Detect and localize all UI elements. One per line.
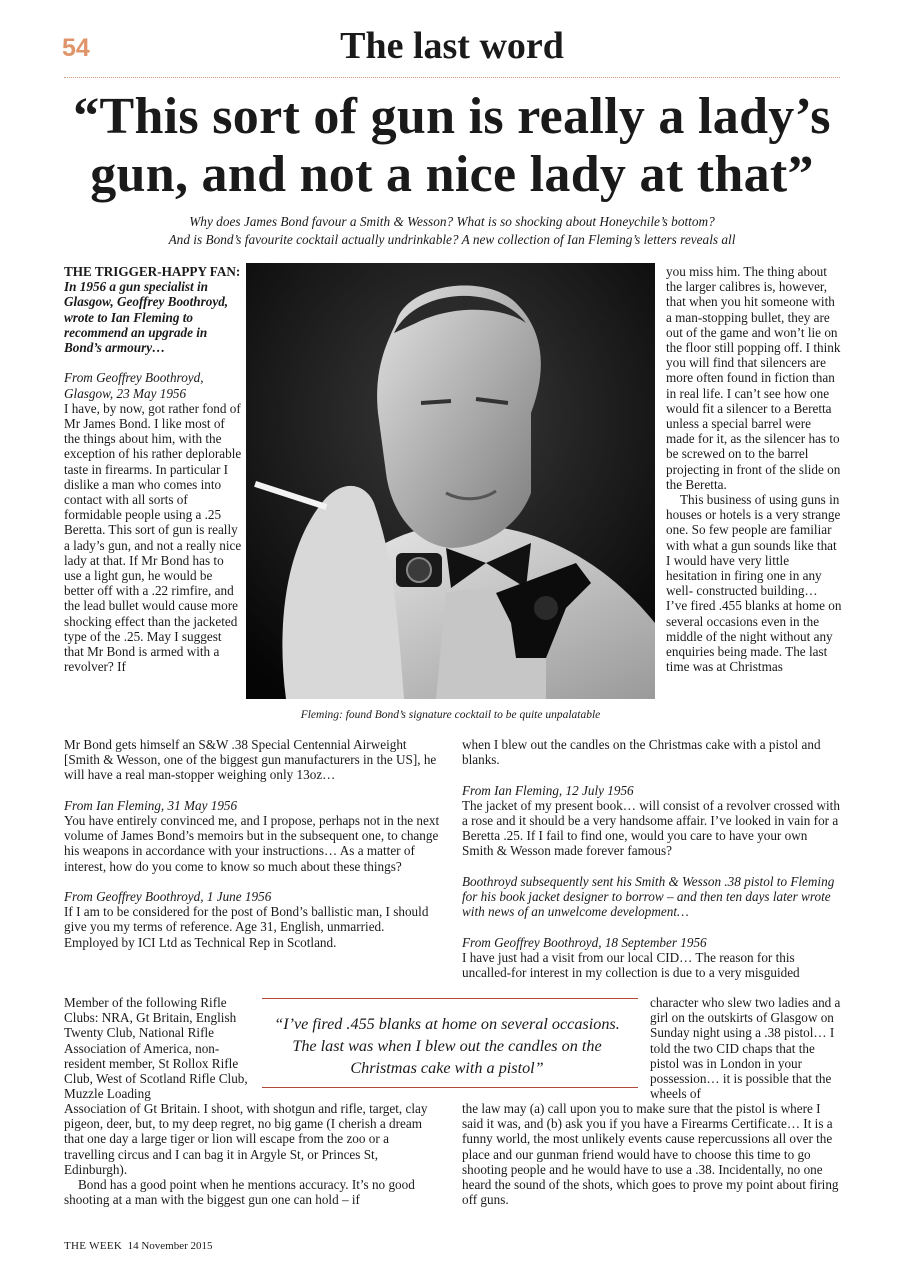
left-column-top bbox=[64, 264, 242, 674]
letter-1-continued: Mr Bond gets himself an S&W .38 Special Centennial Airweight [Smith & Wesson, one of the biggest gun manufacturers in the US], he will have a real man-stopper weighing only 13oz… bbox=[64, 737, 437, 783]
bridge-note: Boothroyd subsequently sent his Smith & Wesson .38 pistol to Fleming for his book jacket designer to borrow – and then ten days later wrote with news of an unwelcome development… bbox=[462, 873, 835, 920]
right-column-bottom bbox=[462, 1101, 842, 1207]
letter-3-byline: From Geoffrey Boothroyd, 1 June 1956 bbox=[64, 889, 272, 904]
letter-4-byline: From Ian Fleming, 12 July 1956 bbox=[462, 782, 634, 798]
pull-quote-rule-bottom bbox=[262, 1087, 638, 1088]
letter-3-clubs: Member of the following Rifle Clubs: NRA, Gt Britain, English Twenty Club, National Rifle Association of America, non-resident member, St Rollox Rifle Club, West of Scotland Rifle Club, Muzzle Loading bbox=[64, 995, 248, 1102]
pull-quote-rule-top bbox=[262, 998, 638, 999]
left-column-middle bbox=[64, 737, 440, 950]
letter-2-byline: From Ian Fleming, 31 May 1956 bbox=[64, 797, 238, 813]
right-column-top bbox=[666, 264, 842, 674]
left-column-beside-quote bbox=[64, 995, 260, 1101]
headline-line-1: “This sort of gun is really a lady’s bbox=[73, 88, 831, 145]
photo-caption: Fleming: found Bond’s signature cocktail to be quite unpalatable bbox=[300, 709, 601, 721]
headline bbox=[40, 88, 864, 204]
footer-date: 14 November 2015 bbox=[127, 1240, 213, 1252]
letter-1-text: I have, by now, got rather fond of Mr James Bond. I like most of the things about him, with the exception of his rather deplorable taste in firearms. In particular I dislike a man who comes into contact with all sorts of formidable people using a .25 Beretta. This sort of gun is really a lady’s gun, and not a really nice lady at that. If Mr Bond has to use a light gun, he would be better off with a .22 rimfire, and the lead bullet would cause more shocking effect than the jacketed type of the .25. May I suggest that Mr Bond is armed with a revolver? If bbox=[64, 400, 242, 675]
header-divider bbox=[64, 77, 840, 78]
fleming-photo bbox=[246, 263, 655, 699]
letter-3-ending: when I blew out the candles on the Christmas cake with a pistol and blanks. bbox=[462, 737, 821, 768]
footer bbox=[64, 1240, 213, 1252]
letter-4-text: The jacket of my present book… will consist of a revolver crossed with a rose and it should be a very handsome affair. I’ve looked in vain for a Beretta .25. If I fail to find one, would you care to have your own Smith & Wesson made forever famous? bbox=[462, 797, 840, 859]
letter-3-text: If I am to be considered for the post of Bond’s ballistic man, I should give you my terms of reference. Age 31, English, unmarried. Employed by ICI Ltd as Technical Rep in Scotland. bbox=[64, 904, 429, 950]
left-column-bottom bbox=[64, 1101, 440, 1207]
kicker bbox=[64, 264, 242, 355]
footer-brand: THE WEEK bbox=[64, 1240, 123, 1252]
letter-2-text: You have entirely convinced me, and I propose, perhaps not in the next volume of James Bond’s memoirs but in the subsequent one, to change his weapons in accordance with your instructions… As a matter of interest, how do you come to know so much about these things? bbox=[64, 813, 440, 874]
section-title: The last word bbox=[340, 25, 564, 67]
pull-quote: “I’ve fired .455 blanks at home on several occasions. The last was when I blew out the candles on the Christmas cake with a pistol” bbox=[274, 1015, 620, 1077]
letter-5-continued: character who slew two ladies and a girl on the outskirts of Glasgow on Sunday night using a .38 pistol… I told the two CID chaps that the pistol was in London in your possession… it is possible that the wheels of bbox=[650, 995, 841, 1102]
letter-3-hobbies: Association of Gt Britain. I shoot, with shotgun and rifle, target, clay pigeon, deer, but, to my deep regret, no big game (I cherish a dream that one day a large tiger or lion will escape from the zoo or a travelling circus and I can bag it in Argyle St, or Princes St, Edinburgh). bbox=[64, 1101, 428, 1177]
kicker-lead: THE TRIGGER-HAPPY FAN: bbox=[64, 264, 241, 279]
letter-5-ending: the law may (a) call upon you to make sure that the pistol is where I said it was, and (b) ask you if you have a Firearms Certificate… It is a funny world, the most unlikely events cause repercussions all over the place and our gunman friend would have to choose this time to go shooting people and he would have to use a .38. Incidentally, no one heard the sound of the shots, which goes to prove my point about firing off guns. bbox=[462, 1101, 839, 1208]
right-column-beside-quote bbox=[650, 995, 844, 1101]
letter-3-continued: you miss him. The thing about the larger calibres is, however, that when you hit someone with a man-stopping bullet, they are out of the game and won’t lie on the floor still popping off. I think you will find that silencers are more often found in fiction than in real life. I can’t see how one would fit a silencer to a Beretta unless a special barrel were made for it, as the silencer has to be screwed on to the barrel projecting in front of the slide on the Beretta. bbox=[666, 264, 841, 492]
letter-5-byline: From Geoffrey Boothroyd, 18 September 1956 bbox=[462, 934, 707, 950]
letter-1-byline: From Geoffrey Boothroyd, Glasgow, 23 May 1956 bbox=[64, 370, 204, 401]
kicker-body: In 1956 a gun specialist in Glasgow, Geoffrey Boothroyd, wrote to Ian Fleming to recommend an upgrade in Bond’s armoury… bbox=[64, 279, 229, 356]
standfirst-line-2: And is Bond’s favourite cocktail actually undrinkable? A new collection of Ian Fleming’s letters reveals all bbox=[168, 232, 736, 247]
standfirst-line-1: Why does James Bond favour a Smith & Wesson? What is so shocking about Honeychile’s bottom? bbox=[189, 214, 715, 229]
letter-5-text: I have just had a visit from our local CID… The reason for this uncalled-for interest in my collection is due to a very misguided bbox=[462, 949, 800, 980]
fleming-portrait-image bbox=[246, 263, 655, 699]
standfirst bbox=[100, 213, 804, 249]
letter-3-paragraph-2: This business of using guns in houses or hotels is a very strange one. So few people are familiar with what a gun sounds like that I would have very little hesitation in firing one in any well- constructed building… I’ve fired .455 blanks at home on several occasions even in the middle of the night without any enquiries being made. The last time was at Christmas bbox=[666, 492, 842, 675]
page-number: 54 bbox=[62, 34, 90, 62]
headline-line-2: gun, and not a nice lady at that” bbox=[90, 146, 814, 203]
letter-3-accuracy: Bond has a good point when he mentions accuracy. It’s no good shooting at a man with the biggest gun one can hold – if bbox=[64, 1177, 415, 1208]
right-column-middle bbox=[462, 737, 842, 980]
